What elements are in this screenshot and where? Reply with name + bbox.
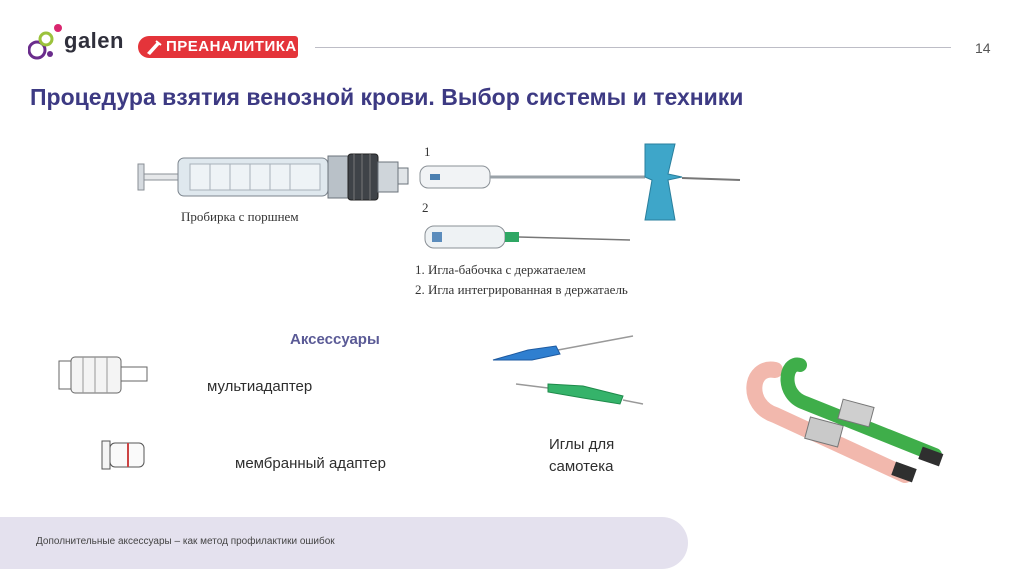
preanalytics-badge [138, 36, 298, 58]
figure-marker-2: 2 [422, 200, 429, 215]
figure-marker-1: 1 [424, 144, 431, 159]
figure-legend-2: 2. Игла интегрированная в держатаель [415, 282, 628, 297]
gravity-needles-label-line1: Иглы для [549, 436, 615, 453]
slide-title: Процедура взятия венозной крови. Выбор системы и техники [30, 84, 744, 110]
figure-legend-1: 1. Игла-бабочка с держатаелем [415, 262, 586, 277]
gravity-needles-label [549, 434, 614, 478]
logo-text: galen [64, 28, 124, 53]
header-divider [315, 47, 951, 48]
multiadapter-image [55, 355, 155, 395]
accessories-title: Аксессуары [290, 331, 380, 348]
membrane-adapter-image [100, 437, 150, 473]
footer-text: Дополнительные аксессуары – как метод профилактики ошибок [36, 536, 335, 547]
gravity-needles-image [488, 330, 648, 410]
syringe-tube-image [138, 154, 408, 200]
page-number: 14 [975, 40, 991, 56]
tube-caption: Пробирка с поршнем [181, 209, 299, 224]
badge-label: ПРЕАНАЛИТИКА [166, 38, 297, 55]
test-tube-icon [144, 39, 162, 55]
butterfly-needle-image [420, 144, 740, 220]
tourniquets-image [745, 355, 950, 495]
membrane-adapter-label: мембранный адаптер [235, 455, 386, 472]
blood-collection-figure [130, 140, 750, 260]
gravity-needles-label-line2: самотека [549, 458, 614, 475]
multiadapter-label: мультиадаптер [207, 378, 313, 395]
integrated-needle-image [425, 226, 630, 248]
